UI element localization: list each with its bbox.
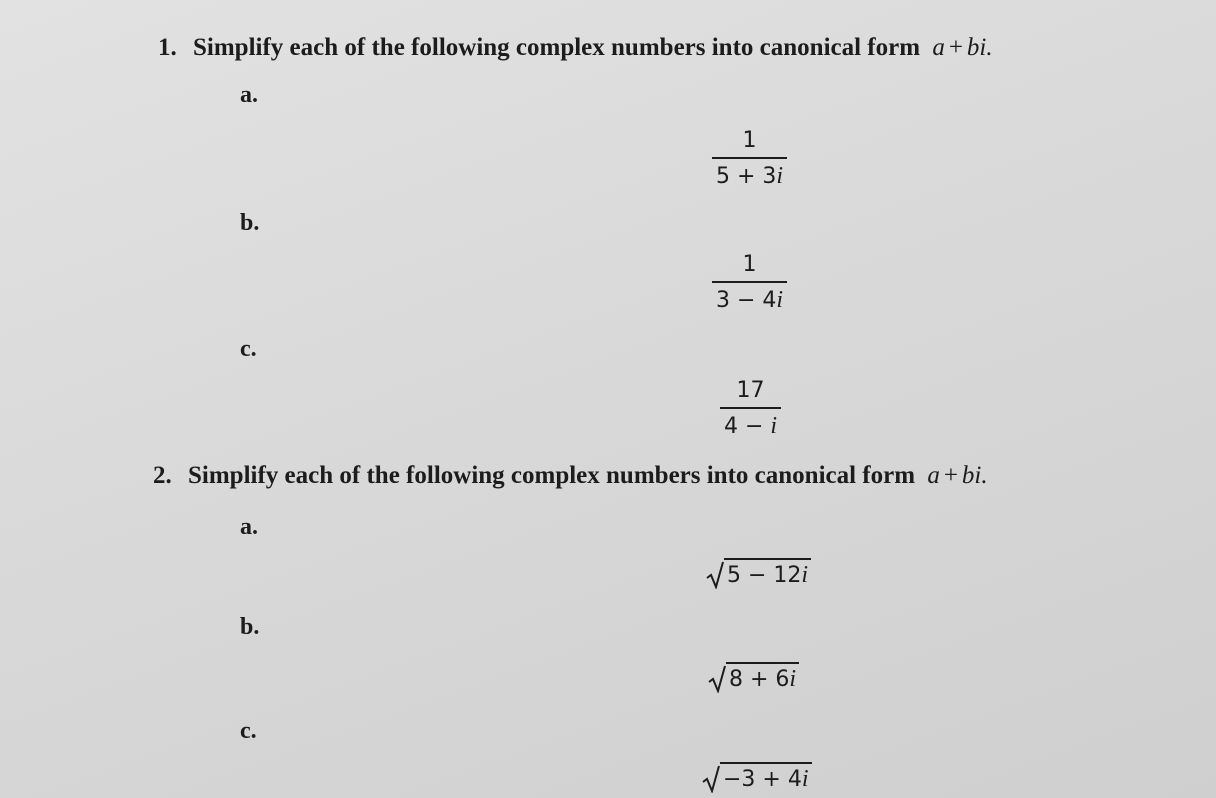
problem-2-number: 2. [153, 462, 172, 489]
radical-sign [708, 665, 726, 693]
problem-2-part-a-sqrt [706, 558, 811, 589]
problem-1-part-c-label: c. [240, 336, 257, 362]
problem-1-form-plus: + [948, 34, 963, 61]
problem-2-part-a-label: a. [240, 514, 258, 540]
problem-1-heading [158, 34, 993, 62]
problem-2-part-b-label: b. [240, 614, 260, 640]
problem-1-form-bi: bi [966, 34, 987, 61]
problem-2-part-c-label: c. [240, 718, 257, 744]
problem-1-number: 1. [158, 34, 177, 61]
radicand: 5 − 12i [724, 558, 811, 589]
problem-1-part-b-label: b. [240, 210, 260, 236]
radical-sign [706, 561, 724, 589]
fraction-numerator: 1 [742, 252, 757, 277]
problem-2-part-c-sqrt [702, 762, 812, 793]
problem-2-part-b-sqrt [708, 662, 799, 693]
problem-1-part-c-fraction [720, 378, 781, 440]
problem-1-form-a: a [932, 34, 945, 61]
fraction-denominator: 5 + 3i [716, 163, 784, 189]
radical-sign [702, 765, 720, 793]
problem-1-part-b-fraction [712, 252, 787, 314]
problem-2-form-bi: bi [961, 462, 982, 489]
problem-1-part-a-label: a. [240, 82, 258, 108]
fraction-numerator: 1 [742, 128, 757, 153]
problem-2-heading [153, 462, 988, 490]
radicand: −3 + 4i [720, 762, 812, 793]
problem-2-form-end: . [981, 462, 988, 489]
fraction-numerator: 17 [736, 378, 765, 403]
problem-1-text: Simplify each of the following complex numbers into canonical form [193, 34, 921, 61]
fraction-denominator: 3 − 4i [716, 287, 784, 313]
problem-1-form-end: . [986, 34, 993, 61]
problem-2-text: Simplify each of the following complex numbers into canonical form [188, 462, 916, 489]
problem-2-form-plus: + [943, 462, 958, 489]
problem-1-part-a-fraction [712, 128, 787, 190]
problem-2-form-a: a [927, 462, 940, 489]
radicand: 8 + 6i [726, 662, 799, 693]
fraction-denominator: 4 − i [724, 413, 778, 439]
